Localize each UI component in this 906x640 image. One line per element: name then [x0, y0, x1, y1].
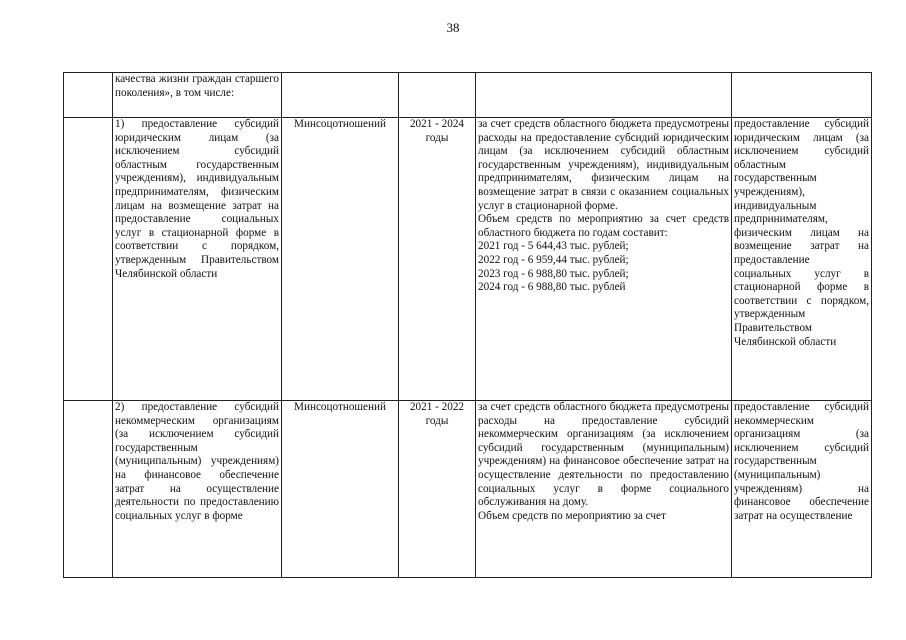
description-year-line: 2023 год - 6 988,80 тыс. рублей;: [478, 267, 629, 280]
result-cell: [732, 73, 872, 118]
page-number: 38: [446, 20, 460, 35]
period-cell: [399, 73, 476, 118]
table-row: [64, 118, 872, 401]
description-paragraph: за счет средств областного бюджета предусмотрены расходы на предоставление субсидий некоммерческим организациям (за исключением субсидий государственным (муниципальным) учреждениям) на финансовое обеспечение затрат на осуществление деятельности по предоставлению социальных услуг в форме социального обслуживания на дому.: [478, 401, 729, 509]
description-cell: [476, 73, 732, 118]
program-cell: 2) предоставление субсидий некоммерческим организациям (за исключением субсидий государственным (муниципальным) учреждениям) на финансовое обеспечение затрат на осуществление деятельности по предоставлению социальных услуг в форме: [113, 401, 282, 578]
period-cell: 2021 - 2024 годы: [399, 118, 476, 401]
executor-cell: [282, 73, 399, 118]
description-paragraph: Объем средств по мероприятию за счет: [478, 509, 666, 522]
description-cell: [476, 118, 732, 401]
description-cell: [476, 401, 732, 578]
description-year-line: 2022 год - 6 959,44 тыс. рублей;: [478, 253, 629, 266]
table-row: [64, 401, 872, 578]
description-year-line: 2024 год - 6 988,80 тыс. рублей: [478, 281, 626, 294]
table-row: [64, 73, 872, 118]
number-cell: [64, 401, 113, 578]
period-cell: 2021 - 2022 годы: [399, 401, 476, 578]
executor-cell: Минсоцотношений: [282, 401, 399, 578]
program-cell: качества жизни граждан старшего поколения», в том числе:: [113, 73, 282, 118]
result-cell: предоставление субсидий юридическим лицам (за исключением субсидий областным государственным учреждениям), индивидуальным предпринимателям, физическим лицам на возмещение затрат на предоставление социальных услуг в стационарной форме в соответствии с порядком, утвержденным Правительством Челябинской области: [732, 118, 872, 401]
description-paragraph: за счет средств областного бюджета предусмотрены расходы на предоставление субсидий юридическим лицам (за исключением субсидий областным государственным учреждениям), индивидуальным предпринимателям, физическим лицам на возмещение затрат в связи с оказанием социальных услуг в стационарной форме.: [478, 118, 729, 212]
result-cell: предоставление субсидий некоммерческим организациям (за исключением субсидий государственным (муниципальным) учреждениям) на финансовое обеспечение затрат на осуществление: [732, 401, 872, 578]
description-year-line: 2021 год - 5 644,43 тыс. рублей;: [478, 240, 629, 253]
program-cell: 1) предоставление субсидий юридическим лицам (за исключением субсидий областным государственным учреждениям), индивидуальным предпринимателям, физическим лицам на возмещение затрат на предоставление социальных услуг в стационарной форме в соответствии с порядком, утвержденным Правительством Челябинской области: [113, 118, 282, 401]
number-cell: [64, 73, 113, 118]
number-cell: [64, 118, 113, 401]
measures-table: [63, 72, 872, 578]
executor-cell: Минсоцотношений: [282, 118, 399, 401]
description-paragraph: Объем средств по мероприятию за счет средств областного бюджета по годам составит:: [478, 213, 729, 239]
